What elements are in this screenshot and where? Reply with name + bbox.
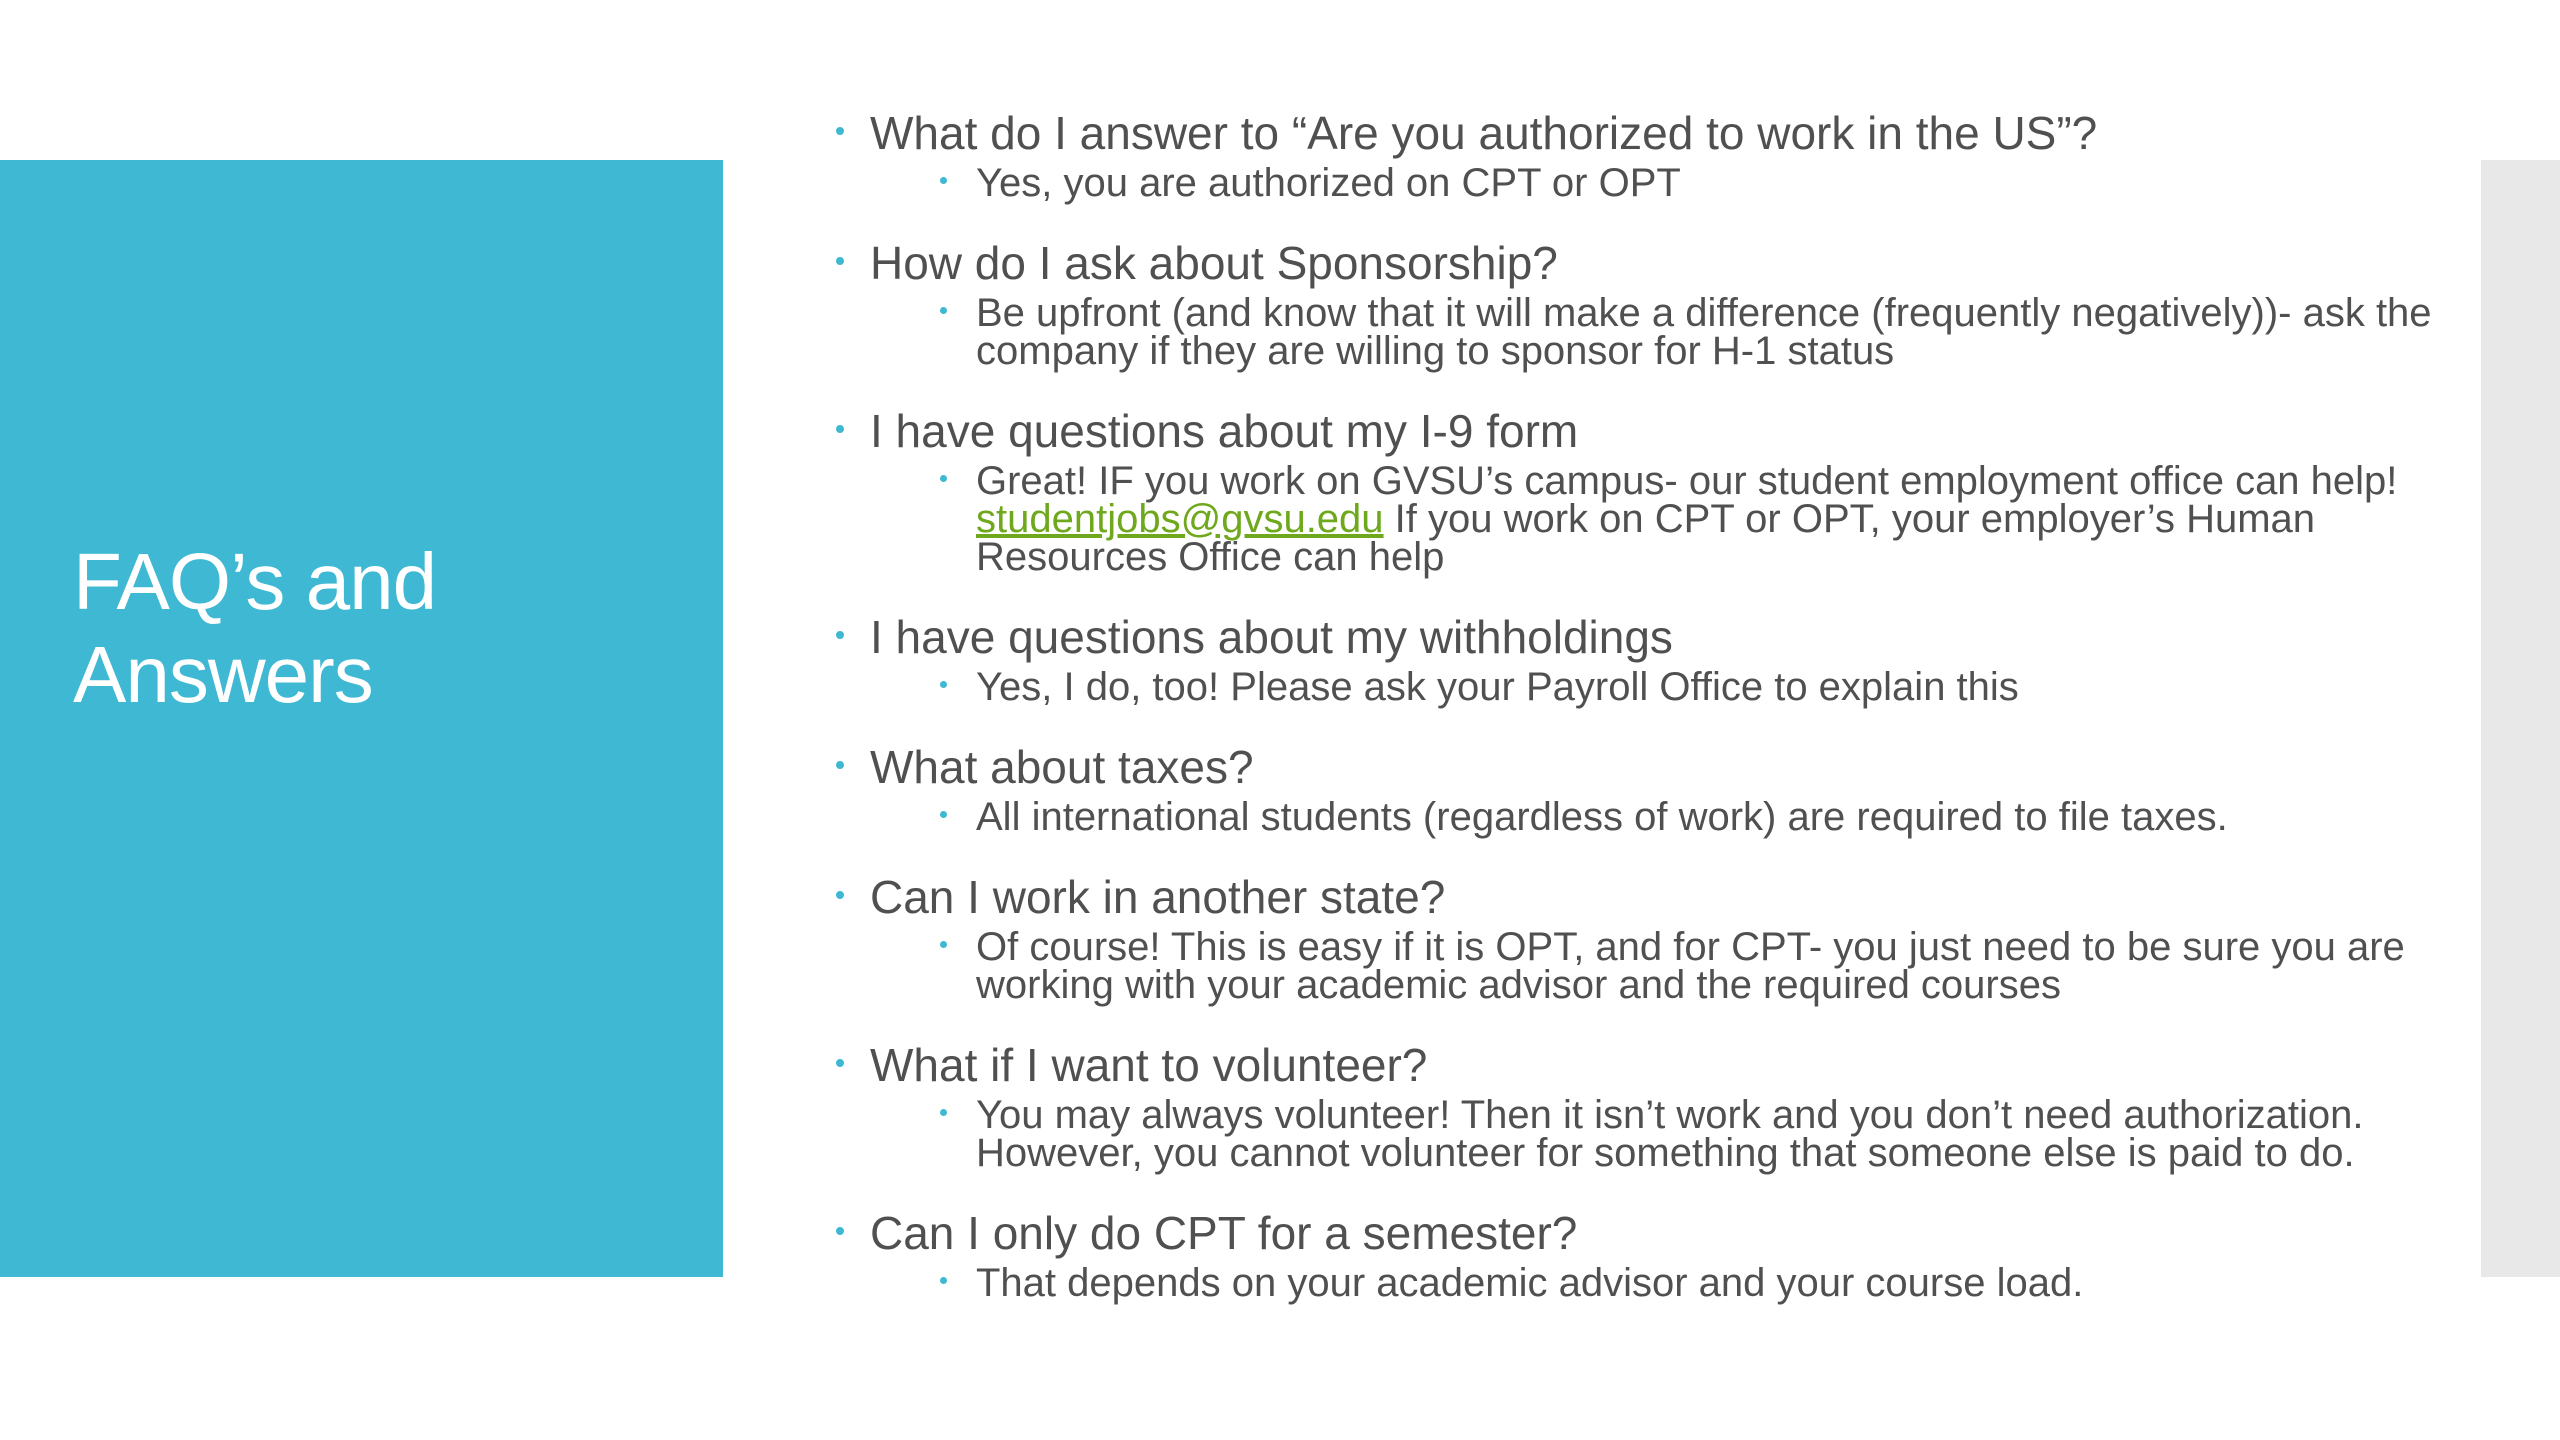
faq-item bbox=[830, 866, 2450, 1007]
faq-answer: Yes, you are authorized on CPT or OPT bbox=[870, 164, 2450, 202]
faq-item bbox=[830, 102, 2450, 205]
faq-answer: Be upfront (and know that it will make a difference (frequently negatively))- ask the company if they are willing to sponsor for H-1 status bbox=[870, 294, 2450, 370]
faq-question: What if I want to volunteer? bbox=[870, 1039, 1428, 1091]
faq-answers bbox=[870, 459, 2450, 579]
faq-question: I have questions about my withholdings bbox=[870, 611, 1673, 663]
answer-text-after-link: If you work on CPT or OPT, your employer’s Human Resources Office can help bbox=[976, 497, 2316, 579]
faq-item bbox=[830, 400, 2450, 579]
faq-question: I have questions about my I-9 form bbox=[870, 405, 1579, 457]
faq-question: What about taxes? bbox=[870, 741, 1254, 793]
faq-question: What do I answer to “Are you authorized to work in the US”? bbox=[870, 107, 2098, 159]
faq-item bbox=[830, 1034, 2450, 1175]
right-accent-panel bbox=[2481, 160, 2560, 1277]
faq-answers bbox=[870, 161, 2450, 205]
faq-item bbox=[830, 736, 2450, 839]
faq-question: Can I work in another state? bbox=[870, 871, 1446, 923]
slide-title: FAQ’s and Answers bbox=[73, 537, 437, 719]
faq-item bbox=[830, 1202, 2450, 1305]
faq-list bbox=[830, 102, 2450, 1332]
faq-answer: All international students (regardless of work) are required to file taxes. bbox=[870, 798, 2450, 836]
faq-answer: You may always volunteer! Then it isn’t work and you don’t need authorization. However, you cannot volunteer for something that someone else is paid to do. bbox=[870, 1096, 2450, 1172]
faq-answers bbox=[870, 291, 2450, 373]
faq-answers bbox=[870, 925, 2450, 1007]
faq-item bbox=[830, 606, 2450, 709]
faq-question: How do I ask about Sponsorship? bbox=[870, 237, 1558, 289]
faq-answers bbox=[870, 1093, 2450, 1175]
faq-answer: Of course! This is easy if it is OPT, and for CPT- you just need to be sure you are working with your academic advisor and the required courses bbox=[870, 928, 2450, 1004]
faq-answers bbox=[870, 1261, 2450, 1305]
answer-text-before-link: Great! IF you work on GVSU’s campus- our student employment office can help! bbox=[976, 459, 2398, 503]
faq-answer: Yes, I do, too! Please ask your Payroll Office to explain this bbox=[870, 668, 2450, 706]
faq-answers bbox=[870, 795, 2450, 839]
faq-question: Can I only do CPT for a semester? bbox=[870, 1207, 1578, 1259]
faq-answer: That depends on your academic advisor and your course load. bbox=[870, 1264, 2450, 1302]
email-link[interactable]: studentjobs@gvsu.edu bbox=[976, 497, 1384, 541]
faq-answers bbox=[870, 665, 2450, 709]
faq-item bbox=[830, 232, 2450, 373]
faq-answer bbox=[870, 459, 2450, 579]
